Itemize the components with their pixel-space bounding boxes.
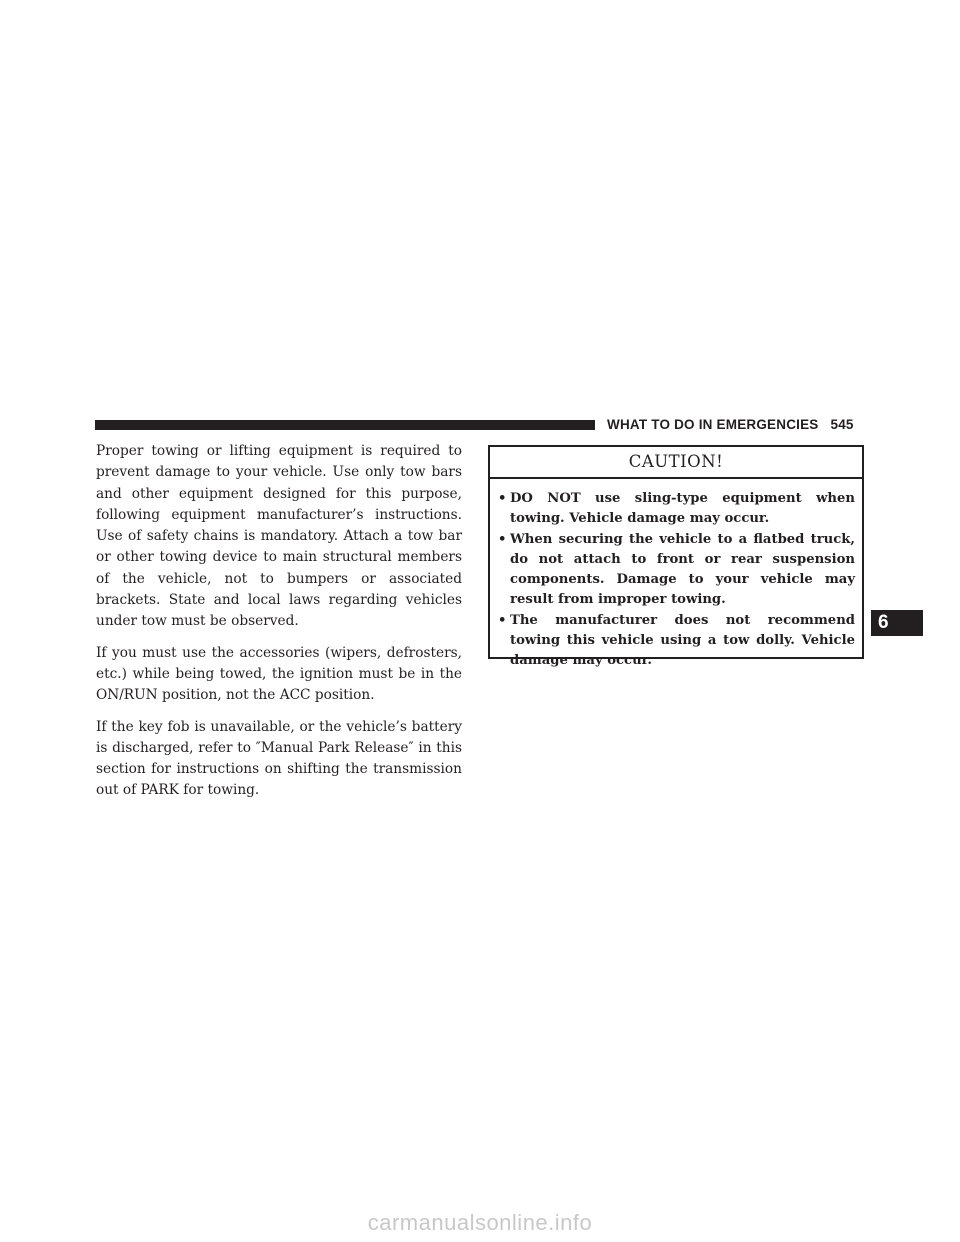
- chapter-number: 6: [878, 612, 889, 633]
- caution-item: [498, 530, 855, 611]
- paragraph-towing-equipment: Proper towing or lifting equipment is required to prevent damage to your vehicle. Use only tow bars and other equipment designed for this purpose, following equipment manufacturer’s instructions. Use of safety chains is mandatory. Attach a tow bar or other towing device to main structural members of the vehicle, not to bumpers or associated brackets. State and local laws regarding vehicles under tow must be observed.: [96, 443, 462, 630]
- header-rule: [95, 420, 595, 430]
- caution-item: [498, 489, 855, 530]
- chapter-tab: [871, 610, 923, 636]
- bullet-icon: •: [498, 612, 507, 628]
- bullet-icon: •: [498, 531, 507, 547]
- paragraph-key-fob: If the key fob is unavailable, or the vehicle’s battery is discharged, refer to ″Manual Park Release″ in this section for instructions on shifting the transmission out of PARK for towing.: [96, 718, 462, 799]
- section-title: WHAT TO DO IN EMERGENCIES: [607, 417, 819, 432]
- page-number: 545: [830, 417, 854, 432]
- caution-box: [488, 445, 864, 669]
- body-text-column: [96, 441, 462, 812]
- caution-item-text: The manufacturer does not recommend towing this vehicle using a tow dolly. Vehicle damage may occur.: [510, 612, 855, 669]
- caution-item-text: DO NOT use sling-type equipment when towing. Vehicle damage may occur.: [510, 491, 855, 527]
- bullet-icon: •: [498, 491, 507, 506]
- watermark: carmanualsonline.info: [367, 1210, 593, 1235]
- caution-item: [498, 611, 855, 672]
- caution-list: [490, 479, 862, 672]
- running-header: [607, 417, 854, 432]
- caution-title: CAUTION!: [490, 447, 862, 479]
- caution-item-text: When securing the vehicle to a flatbed truck, do not attach to front or rear suspension components. Damage to your vehicle may result from improper towing.: [510, 531, 855, 608]
- paragraph-accessories: If you must use the accessories (wipers, defrosters, etc.) while being towed, the ignition must be in the ON/RUN position, not the ACC position.: [96, 644, 462, 704]
